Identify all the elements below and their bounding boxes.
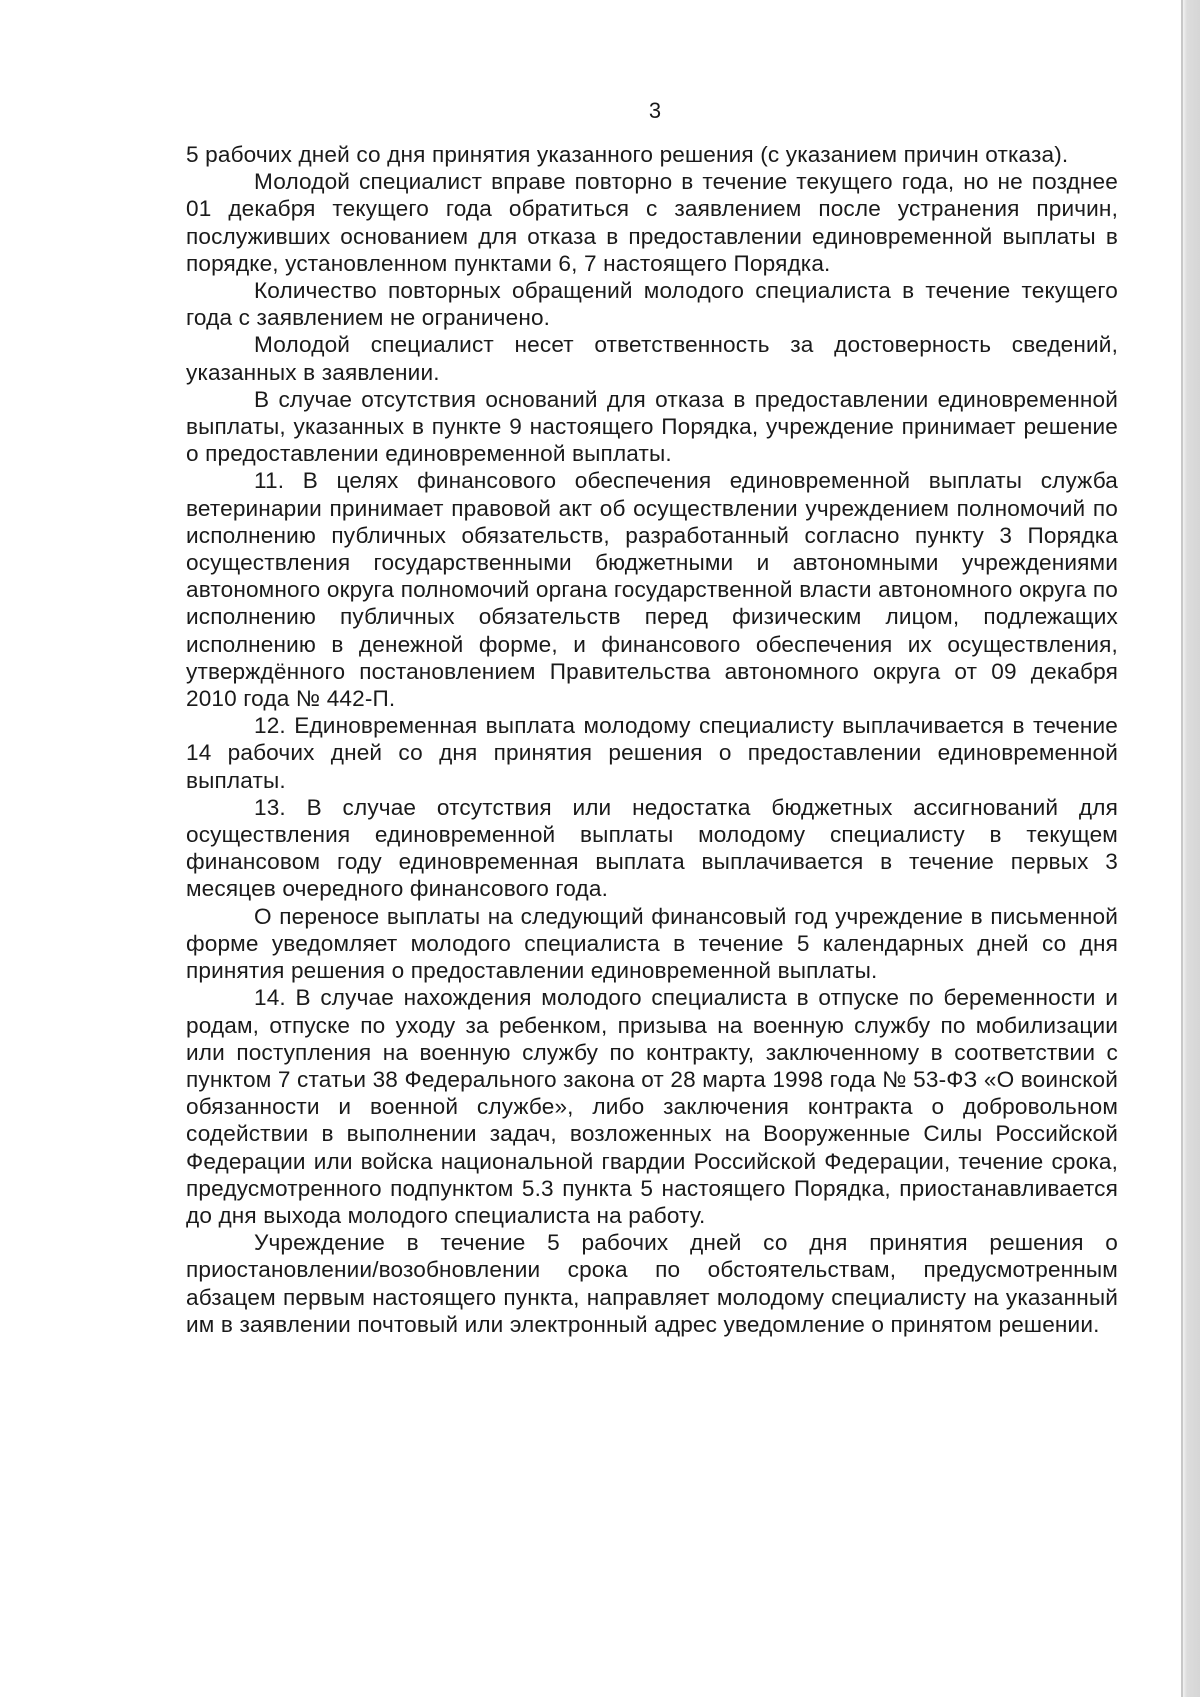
paragraph-item-11: 11. В целях финансового обеспечения единовременной выплаты служба ветеринарии принимает правовой акт об осуществлении учреждением полномочий по исполнению публичных обязательств, разработанный согласно пункту 3 Порядка осуществления государственными бюджетными и автономными учреждениями автономного округа полномочий органа государственной власти автономного округа по исполнению публичных обязательств перед физическим лицом, подлежащих исполнению в денежной форме, и финансового обеспечения их осуществления, утверждённого постановлением Правительства автономного округа от 09 декабря 2010 года № 442-П. bbox=[186, 468, 1118, 712]
paragraph: Молодой специалист вправе повторно в течение текущего года, но не позднее 01 декабря текущего года обратиться с заявлением после устранения причин, послуживших основанием для отказа в предоставлении единовременной выплаты в порядке, установленном пунктами 6, 7 настоящего Порядка. bbox=[186, 169, 1118, 276]
page-number: 3 bbox=[648, 98, 662, 123]
paragraph: О переносе выплаты на следующий финансовый год учреждение в письменной форме уведомляет молодого специалиста в течение 5 календарных дней со дня принятия решения о предоставлении единовременной выплаты. bbox=[186, 903, 1118, 984]
paragraph: 5 рабочих дней со дня принятия указанного решения (с указанием причин отказа). bbox=[186, 142, 1069, 167]
paragraph: Количество повторных обращений молодого специалиста в течение текущего года с заявлением не ограничено. bbox=[186, 278, 1118, 331]
paragraph-item-14: 14. В случае нахождения молодого специалиста в отпуске по беременности и родам, отпуске по уходу за ребенком, призыва на военную службу по мобилизации или поступления на военную службу по контракту, заключенному в соответствии с пунктом 7 статьи 38 Федерального закона от 28 марта 1998 года № 53-ФЗ «О воинской обязанности и военной службе», либо заключения контракта о добровольном содействии в выполнении задач, возложенных на Вооруженные Силы Российской Федерации или войска национальной гвардии Российской Федерации, течение срока, предусмотренного подпунктом 5.3 пункта 5 настоящего Порядка, приостанавливается до дня выхода молодого специалиста на работу. bbox=[186, 985, 1118, 1228]
paragraph: В случае отсутствия оснований для отказа в предоставлении единовременной выплаты, указанных в пункте 9 настоящего Порядка, учреждение принимает решение о предоставлении единовременной выплаты. bbox=[186, 386, 1118, 467]
paragraph: Учреждение в течение 5 рабочих дней со дня принятия решения о приостановлении/возобновлении срока по обстоятельствам, предусмотренным абзацем первым настоящего пункта, направляет молодому специалисту на указанный им в заявлении почтовый или электронный адрес уведомление о принятом решении. bbox=[186, 1230, 1118, 1337]
paragraph: Молодой специалист несет ответственность за достоверность сведений, указанных в заявлении. bbox=[186, 332, 1118, 385]
paragraph-item-12: 12. Единовременная выплата молодому специалисту выплачивается в течение 14 рабочих дней со дня принятия решения о предоставлении единовременной выплаты. bbox=[186, 713, 1118, 793]
scan-edge bbox=[1183, 0, 1200, 1697]
paragraph-item-13: 13. В случае отсутствия или недостатка бюджетных ассигнований для осуществления единовременной выплаты молодому специалисту в текущем финансовом году единовременная выплата выплачивается в течение первых 3 месяцев очередного финансового года. bbox=[186, 794, 1118, 902]
document-body bbox=[186, 141, 1118, 1338]
